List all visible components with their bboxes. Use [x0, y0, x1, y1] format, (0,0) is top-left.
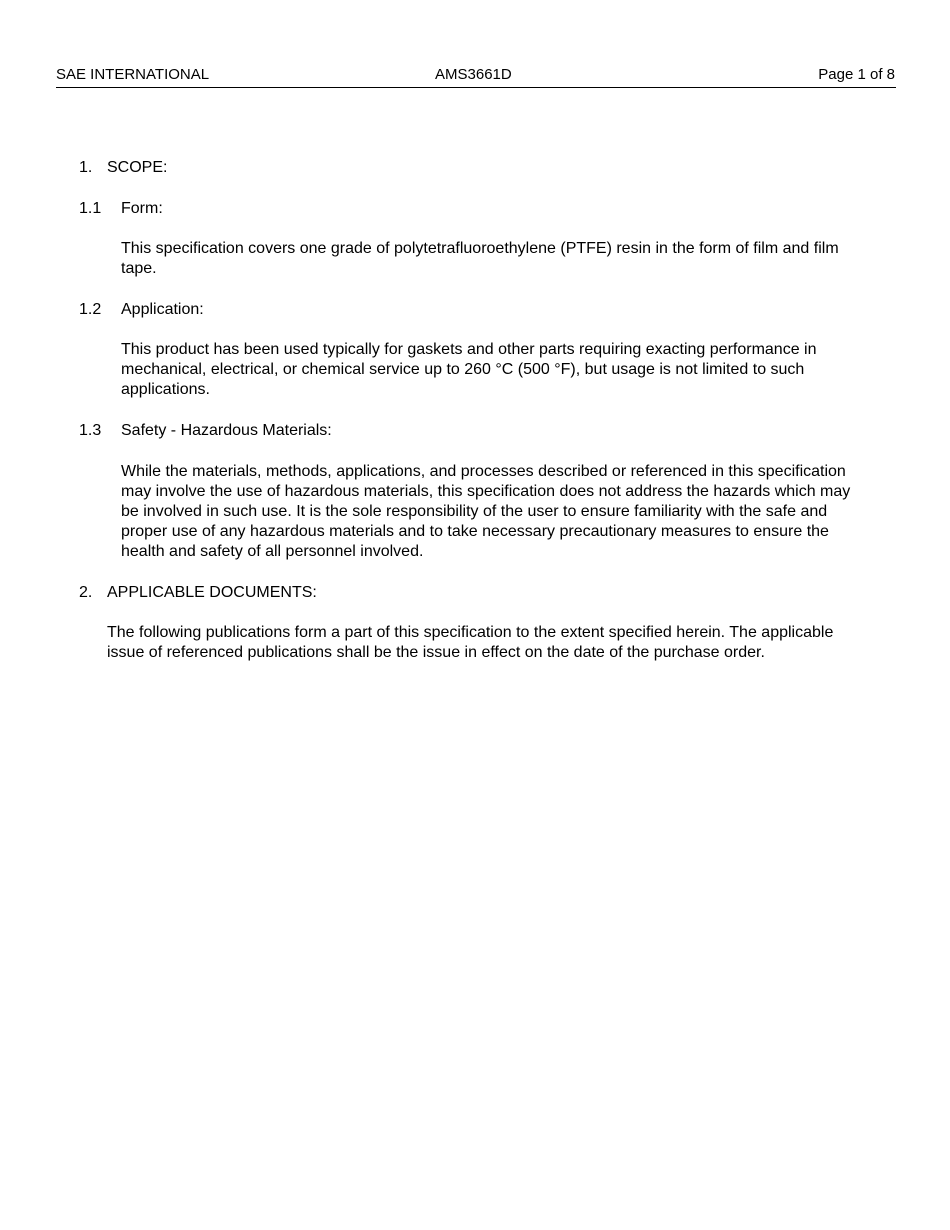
section-safety-heading: [79, 421, 479, 441]
section-number: 1.3: [79, 422, 102, 439]
section-title: Application:: [121, 301, 204, 318]
section-number: 2.: [79, 584, 93, 601]
section-application-paragraph: This product has been used typically for gaskets and other parts requiring exacting performance in mechanical, electrical, or chemical service up to 260 °C (500 °F), but usage is not limited to such applications.: [121, 341, 817, 398]
section-title: SCOPE:: [107, 159, 168, 176]
section-form-paragraph: This specification covers one grade of polytetrafluoroethylene (PTFE) resin in the form of film and film tape.: [121, 240, 839, 277]
section-scope-heading: [79, 158, 379, 178]
section-number: 1.2: [79, 301, 102, 318]
section-title: Safety - Hazardous Materials:: [121, 422, 332, 439]
header-organization: SAE INTERNATIONAL: [56, 66, 210, 83]
section-applicable-documents-heading: [79, 583, 479, 603]
section-form-heading: [79, 199, 379, 219]
section-number: 1.1: [79, 200, 102, 217]
section-safety-paragraph: While the materials, methods, applications, and processes described or referenced in this specification may involve the use of hazardous materials, this specification does not address the hazards which may be involved in such use. It is the sole responsibility of the user to ensure familiarity with the safe and proper use of any hazardous materials and to take necessary precautionary measures to ensure the health and safety of all personnel involved.: [121, 463, 851, 560]
section-title: APPLICABLE DOCUMENTS:: [107, 584, 317, 601]
section-application-heading: [79, 300, 379, 320]
section-title: Form:: [121, 200, 163, 217]
header-document-id: AMS3661D: [435, 66, 512, 83]
page-header: [56, 66, 896, 88]
section-number: 1.: [79, 159, 93, 176]
header-page-number: Page 1 of 8: [818, 66, 895, 83]
section-applicable-documents-paragraph: The following publications form a part of this specification to the extent specified herein. The applicable issue of referenced publications shall be the issue in effect on the date of the purchase order.: [107, 624, 834, 661]
